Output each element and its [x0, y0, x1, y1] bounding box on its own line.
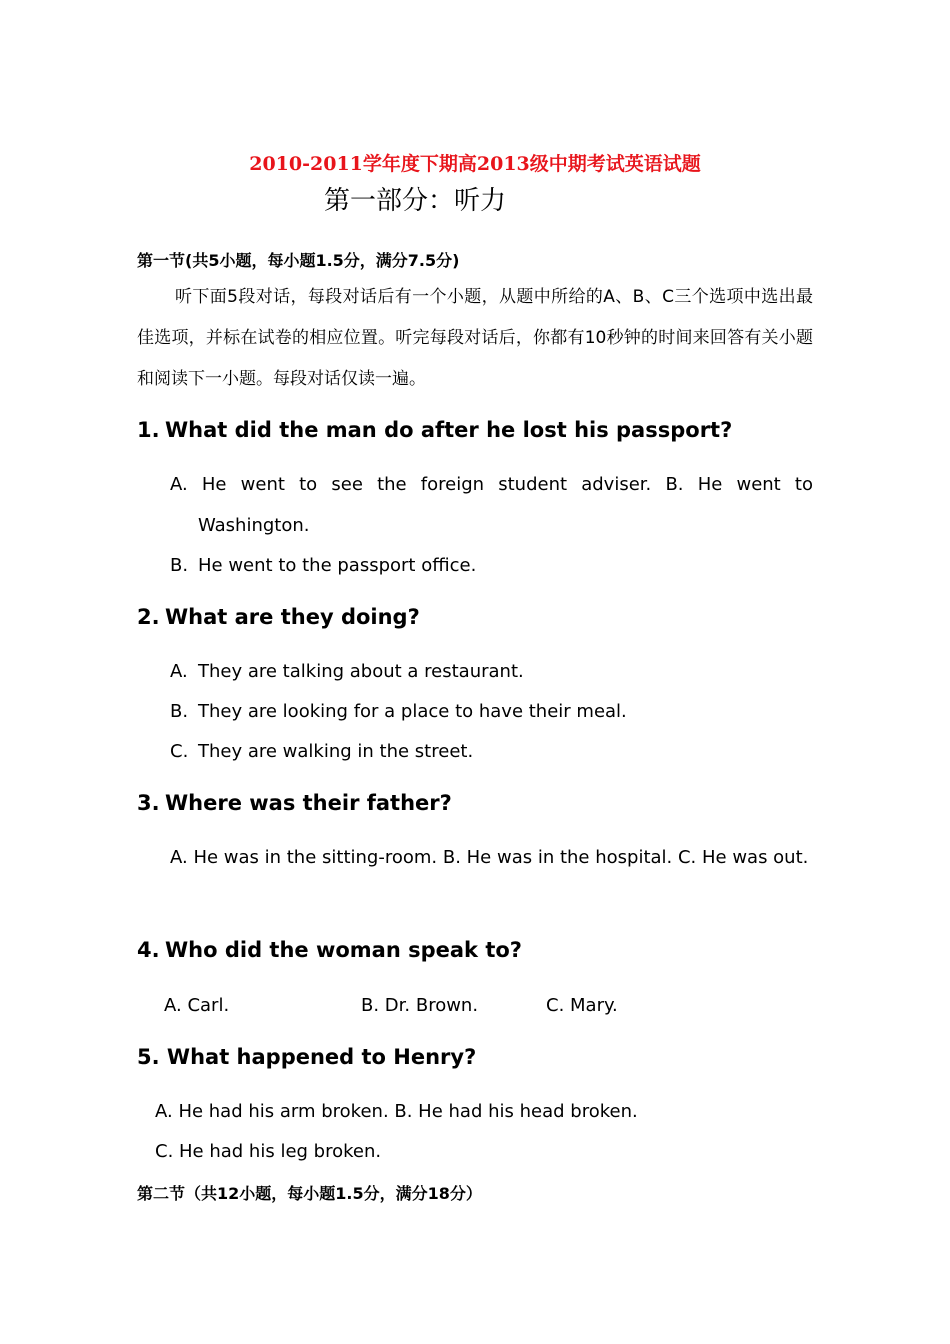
question-1-options-ab: A. He went to see the foreign student adviser. B. He went to Washington.	[170, 474, 813, 536]
option-label: B.	[170, 701, 189, 722]
section1-heading: 第一节(共5小题，每小题1.5分，满分7.5分)	[137, 251, 460, 270]
exam-title: 2010-2011学年度下期高2013级中期考试英语试题	[249, 153, 701, 175]
question-5-options-ab: A. He had his arm broken. B. He had his head broken.	[155, 1101, 638, 1122]
option-text: They are looking for a place to have their meal.	[198, 701, 627, 722]
question-4-option-a: A. Carl.	[164, 995, 230, 1016]
question-4-option-c: C. Mary.	[546, 995, 618, 1016]
question-5-option-c: C. He had his leg broken.	[155, 1141, 382, 1162]
part-heading: 第一部分：听力	[324, 186, 507, 216]
question-text: Where was their father?	[165, 791, 452, 815]
question-text: Who did the woman speak to?	[165, 938, 522, 962]
question-number: 2.	[137, 605, 160, 629]
question-text: What did the man do after he lost his passport?	[165, 418, 733, 442]
option-label: A.	[170, 661, 188, 682]
question-4	[137, 938, 522, 962]
question-number: 5.	[137, 1045, 160, 1069]
question-1	[137, 418, 732, 442]
section1-instructions: 听下面5段对话，每段对话后有一个小题，从题中所给的A、B、C三个选项中选出最佳选项，并标在试卷的相应位置。听完每段对话后，你都有10秒钟的时间来回答有关小题和阅读下一小题。每段对话仅读一遍。	[137, 287, 813, 389]
section2-heading: 第二节（共12小题，每小题1.5分，满分18分）	[137, 1184, 482, 1203]
option-label: C.	[170, 741, 189, 762]
question-5	[137, 1045, 476, 1069]
question-number: 4.	[137, 938, 160, 962]
option-text: They are talking about a restaurant.	[198, 661, 524, 682]
question-4-option-b: B. Dr. Brown.	[361, 995, 479, 1016]
question-2	[137, 605, 420, 629]
question-3-options: A. He was in the sitting-room. B. He was in the hospital. C. He was out.	[170, 847, 809, 868]
question-number: 1.	[137, 418, 160, 442]
question-text: What are they doing?	[165, 605, 420, 629]
option-label: B.	[170, 555, 189, 576]
question-text: What happened to Henry?	[166, 1045, 477, 1069]
option-text: They are walking in the street.	[198, 741, 474, 762]
question-number: 3.	[137, 791, 160, 815]
option-text: He went to the passport office.	[198, 555, 477, 576]
question-3	[137, 791, 452, 815]
